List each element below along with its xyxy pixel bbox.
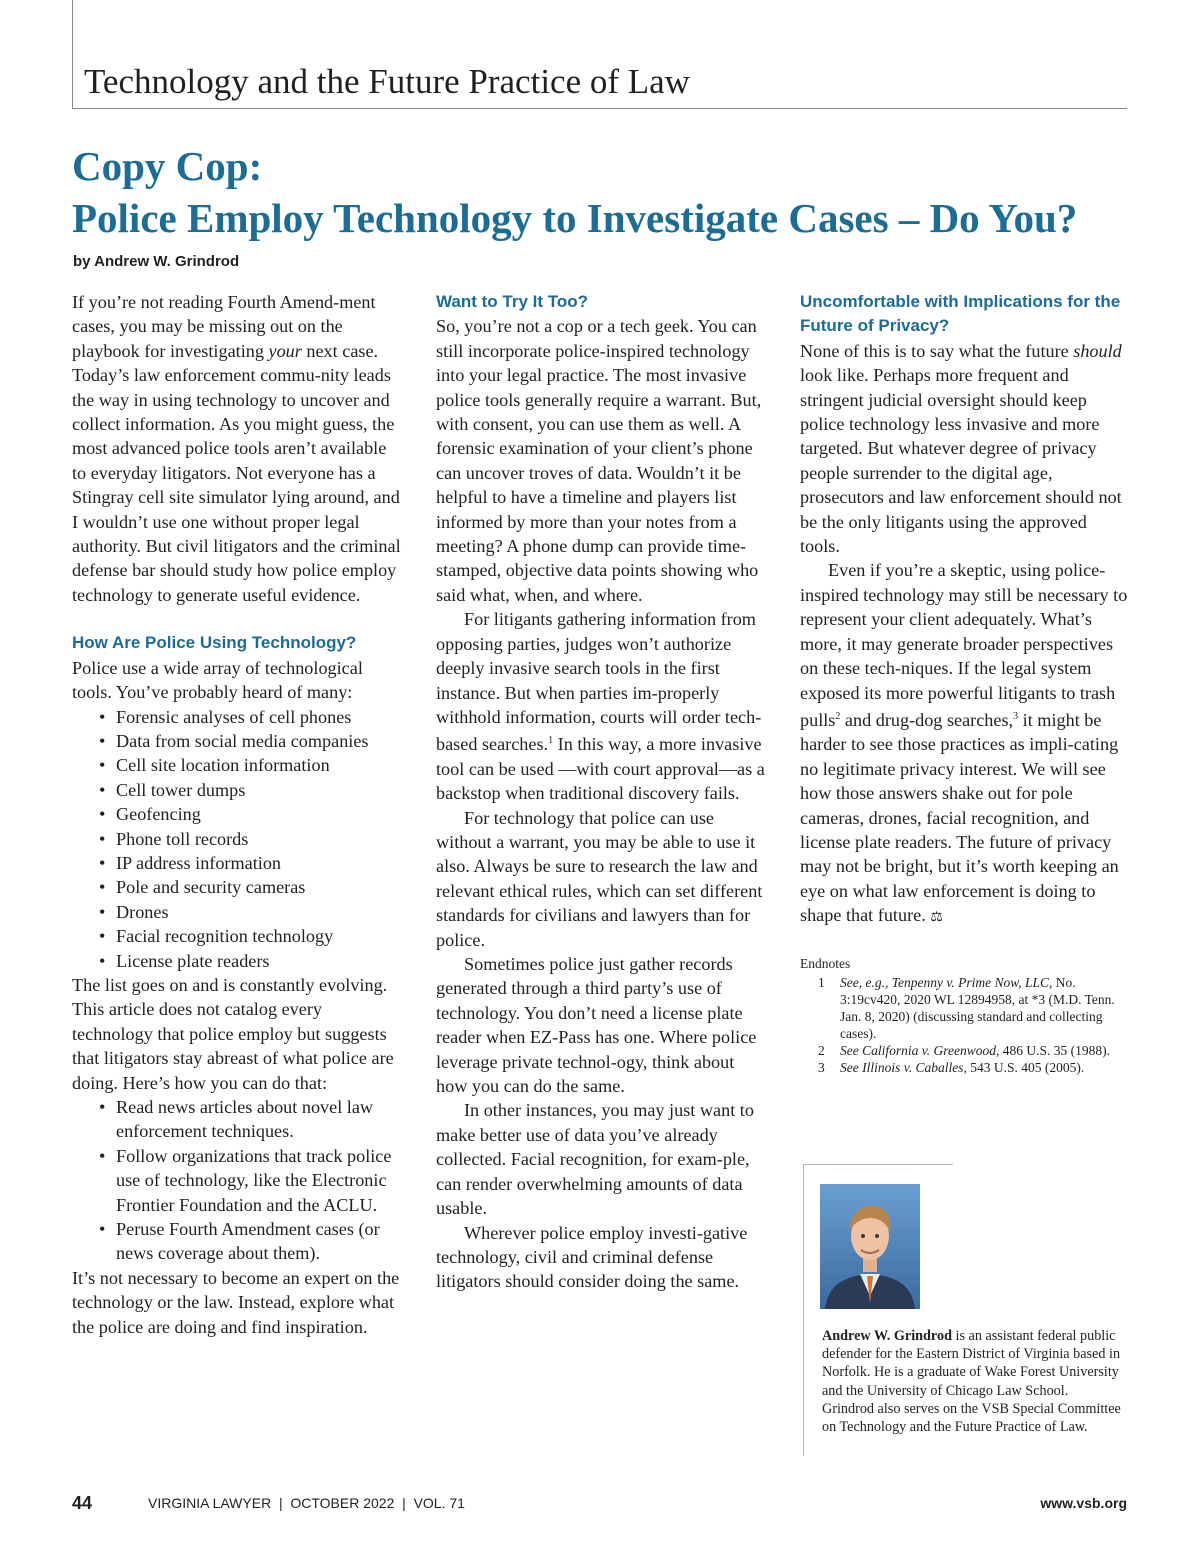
list-item: • Geofencing [116, 802, 402, 826]
column-2 [436, 290, 766, 1294]
endnote-case: See, e.g., Tenpenny v. Prime Now, LLC [840, 974, 1049, 990]
endnote-item [800, 974, 1130, 1042]
list-item: • License plate readers [116, 949, 402, 973]
bio-rule-horizontal [803, 1164, 953, 1165]
list-item: • Follow organizations that track police use of technology, like the Electronic Frontier Foundation and the ACLU. [116, 1144, 402, 1217]
title-line-1: Copy Cop: [72, 143, 263, 189]
tools-intro: Police use a wide array of technological tools. You’ve probably heard of many: [72, 657, 363, 703]
emphasis: should [1073, 340, 1122, 361]
endnote-number: 3 [818, 1059, 825, 1075]
text-span: For litigants gathering information from opposing parties, judges won’t authorize deeply invasive search tools in the first instance. But when parties im-properly withhold information, courts will order tech-based searches. [436, 609, 762, 755]
footnote-ref-2: 2 [835, 710, 841, 722]
intro-text-b: next case. Today’s law enforcement commu-nity leads the way in using technology to uncover and collect information. As you might guess, the most advanced police tools aren’t available to everyday litigators. Not everyone has a Stingray cell site simulator lying around, and I wouldn’t use one without proper legal authority. But civil litigators and the criminal defense bar should study how police employ technology to generate useful evidence. [72, 340, 401, 605]
bio-text: is an assistant federal public defender for the Eastern District of Virginia based in Norfolk. He is a graduate of Wake Forest University and the University of Chicago Law School. Grindrod also serves on the VSB Special Committee on Technology and the Future Practice of Law. [822, 1328, 1121, 1436]
endnotes [800, 955, 1130, 1076]
text-span: and drug-dog searches, [840, 709, 1014, 730]
heading-privacy-implications: Uncomfortable with Implications for the Future of Privacy? [800, 292, 1121, 336]
footnote-ref-1: 1 [548, 735, 554, 747]
author-photo [820, 1184, 920, 1309]
endnote-number: 1 [818, 974, 825, 990]
article-title [72, 140, 1077, 244]
endnotes-list [800, 974, 1130, 1076]
text-span: Even if you’re a skeptic, using police-inspired technology may still be necessary to represent your client adequately. What’s more, it may generate broader perspectives on these tech-niques. If the legal system exposed its more powerful litigants to trash pulls [800, 560, 1128, 730]
section-rule-vertical [72, 0, 73, 108]
section-rule-horizontal [72, 108, 1127, 109]
paragraph [436, 607, 766, 805]
column-3 [800, 290, 1130, 1076]
list-item: • Phone toll records [116, 827, 402, 851]
intro-emphasis: your [268, 340, 302, 361]
endnote-text: , No. 3:19cv420, 2020 WL 12894958, at *3 (M.D. Tenn. Jan. 8, 2020) (discussing standard and collecting cases). [840, 974, 1115, 1041]
bio-name: Andrew W. Grindrod [822, 1328, 952, 1344]
paragraph: So, you’re not a cop or a tech geek. You can still incorporate police-inspired technology into your legal practice. The most invasive police tools generally require a warrant. But, with consent, you can use them as well. A forensic examination of your client’s phone can uncover troves of data. Wouldn’t it be helpful to have a timeline and players list informed by more than your notes from a meeting? A phone dump can provide time-stamped, objective data points showing who said what, when, and where. [436, 316, 762, 605]
list-item: • Peruse Fourth Amendment cases (or news coverage about them). [116, 1217, 402, 1266]
endnote-number: 2 [818, 1042, 825, 1058]
list-item: • Cell site location information [116, 753, 402, 777]
heading-how-police-use-tech: How Are Police Using Technology? [72, 633, 357, 653]
text-span: it might be harder to see those practices as impli-cating no legitimate privacy interest. We will see how those answers shake out for pole cameras, drones, facial recognition, and license plate readers. The future of privacy may not be bright, but it’s worth keeping an eye on what law enforcement is doing to shape that future. [800, 709, 1119, 926]
endnote-text: , 543 U.S. 405 (2005). [963, 1059, 1085, 1075]
list-item: • Drones [116, 900, 402, 924]
paragraph: In other instances, you may just want to make better use of data you’ve already collected. Facial recognition, for exam-ple, can render overwhelming amounts of data usable. [436, 1100, 754, 1219]
list-item: • Data from social media companies [116, 729, 402, 753]
tools-list [72, 705, 402, 973]
endnote-item [800, 1042, 1130, 1059]
issue-info: VIRGINIA LAWYER | OCTOBER 2022 | VOL. 71 [148, 1495, 465, 1511]
list-item: • Cell tower dumps [116, 778, 402, 802]
list-item: • IP address information [116, 851, 402, 875]
text-span: None of this is to say what the future [800, 340, 1074, 361]
website-link[interactable]: www.vsb.org [1040, 1495, 1127, 1511]
paragraph [800, 558, 1130, 930]
list-item: • Pole and security cameras [116, 875, 402, 899]
title-line-2: Police Employ Technology to Investigate Cases – Do You? [72, 195, 1078, 241]
endnote-case: See Illinois v. Caballes [840, 1059, 964, 1075]
endnote-text: , 486 U.S. 35 (1988). [995, 1042, 1110, 1058]
page-number: 44 [72, 1493, 93, 1513]
tips-list [72, 1095, 402, 1266]
list-evolving-paragraph: The list goes on and is constantly evolving. This article does not catalog every technology that police employ but suggests that litigators stay abreast of what police are doing. Here’s how you can do that: [72, 974, 394, 1093]
column-1 [72, 290, 402, 1339]
bio-rule-vertical [803, 1164, 804, 1456]
list-item: • Read news articles about novel law enforcement techniques. [116, 1095, 402, 1144]
endnotes-heading: Endnotes [800, 955, 851, 971]
endnote-item [800, 1059, 1130, 1076]
scales-end-icon: ⚖ [930, 910, 943, 926]
endnote-case: See California v. Greenwood [840, 1042, 996, 1058]
footnote-ref-3: 3 [1013, 710, 1019, 722]
closing-paragraph-col1: It’s not necessary to become an expert on the technology or the law. Instead, explore what the police are doing and find inspiration. [72, 1267, 400, 1337]
author-portrait-icon [820, 1184, 920, 1309]
section-title: Technology and the Future Practice of Law [84, 62, 690, 101]
byline: by Andrew W. Grindrod [73, 253, 240, 270]
list-item: • Forensic analyses of cell phones [116, 705, 402, 729]
intro-paragraph [72, 290, 402, 607]
heading-want-to-try: Want to Try It Too? [436, 292, 589, 311]
paragraph: Sometimes police just gather records generated through a third party’s use of technology. You don’t need a license plate reader when EZ-Pass has one. Where police leverage private technol-ogy, think about how you can do the same. [436, 954, 757, 1097]
intro-text-a: If you’re not reading Fourth Amend-ment cases, you may be missing out on the playbook for investigating [72, 292, 376, 361]
paragraph: For technology that police can use without a warrant, you may be able to use it also. Always be sure to research the law and relevant ethical rules, which can set different standards for civilians and lawyers than for police. [436, 807, 763, 950]
text-span: look like. Perhaps more frequent and stringent judicial oversight should keep police technology less invasive and more targeted. But whatever degree of privacy people surrender to the digital age, prosecutors and law enforcement should not be the only litigants using the approved tools. [800, 365, 1122, 557]
paragraph [800, 339, 1130, 559]
text-span: In this way, a more invasive tool can be used —with court approval—as a backstop when traditional discovery fails. [436, 734, 765, 804]
author-bio [822, 1327, 1122, 1436]
paragraph: Wherever police employ investi-gative technology, civil and criminal defense litigators should consider doing the same. [436, 1222, 748, 1292]
list-item: • Facial recognition technology [116, 924, 402, 948]
